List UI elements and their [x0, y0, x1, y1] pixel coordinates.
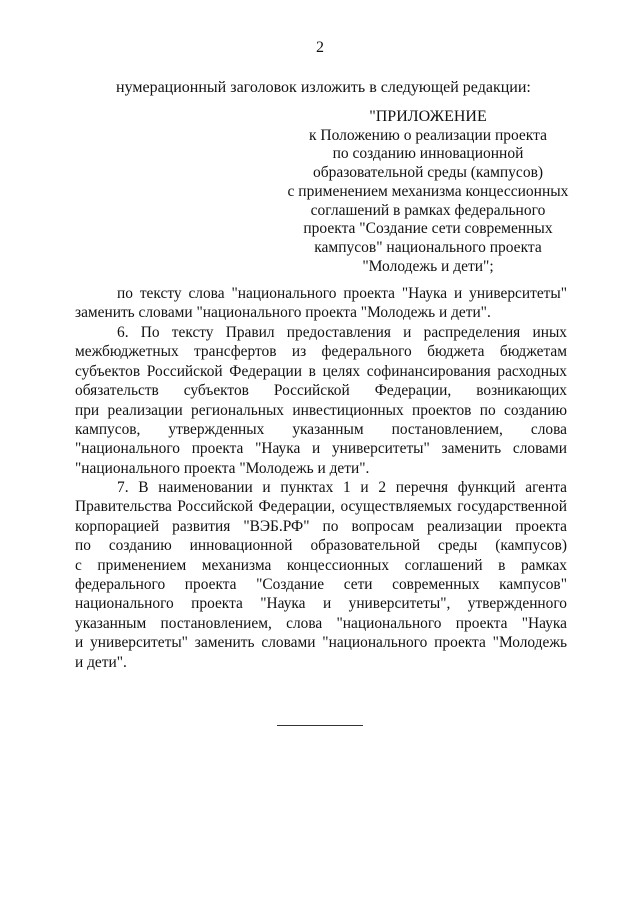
paragraph-line: национального проекта "Наука и университеты", утвержденного [75, 595, 567, 613]
appendix-line: образовательной среды (кампусов) [312, 164, 544, 182]
paragraph-line: федерального проекта "Создание сети современных кампусов" [75, 575, 567, 593]
appendix-heading-block [270, 108, 586, 276]
paragraph-line: корпорацией развития "ВЭБ.РФ" по вопросам реализации проекта [75, 517, 567, 535]
appendix-line: соглашений в рамках федерального [310, 201, 546, 219]
appendix-title: "ПРИЛОЖЕНИЕ [369, 108, 487, 125]
appendix-line: кампусов" национального проекта [314, 238, 542, 256]
paragraph-line: указанным постановлением, слова "национального проекта "Наука [75, 614, 567, 632]
paragraph-line: 6. По тексту Правил предоставления и распределения иных [117, 324, 567, 341]
paragraph-line: субъектов Российской Федерации в целях софинансирования расходных [75, 362, 567, 380]
paragraph-line: и университеты" заменить словами "национального проекта "Молодежь [75, 634, 567, 652]
paragraph-line: "национального проекта "Молодежь и дети". [75, 459, 370, 477]
intro-line: нумерационный заголовок изложить в следующей редакции: [116, 79, 531, 96]
paragraph-line: и дети". [75, 653, 127, 671]
appendix-line: проекта "Создание сети современных [303, 220, 553, 238]
paragraph-line: по созданию инновационной образовательной среды (кампусов) [75, 537, 567, 555]
appendix-line: к Положению о реализации проекта [309, 126, 547, 144]
paragraph-line: по тексту слова "национального проекта "Наука и университеты" [117, 285, 567, 302]
paragraph-line: кампусов, утвержденных указанным постановлением, слова [75, 420, 567, 438]
paragraph-line: Правительства Российской Федерации, осуществляемых государственной [75, 498, 567, 516]
appendix-line: по созданию инновационной [332, 145, 524, 163]
end-of-document-rule [277, 725, 363, 726]
paragraph-line: с применением механизма концессионных соглашений в рамках [75, 556, 567, 574]
paragraph-text-replacement [75, 284, 567, 323]
page-number: 2 [316, 39, 324, 56]
appendix-line: с применением механизма концессионных [287, 182, 569, 200]
paragraph-line: при реализации региональных инвестиционных проектов по созданию [75, 401, 567, 419]
appendix-line: "Молодежь и дети"; [362, 257, 494, 275]
paragraph-line: межбюджетных трансфертов из федерального бюджета бюджетам [75, 343, 567, 361]
paragraph-line: обязательств субъектов Российской Федерации, возникающих [75, 382, 567, 400]
paragraph-line: 7. В наименовании и пунктах 1 и 2 перечня функций агента [117, 479, 567, 496]
paragraph-7 [75, 478, 567, 672]
paragraph-line: заменить словами "национального проекта "Молодежь и дети". [75, 304, 491, 322]
paragraph-6 [75, 323, 567, 478]
paragraph-line: "национального проекта "Наука и университеты" заменить словами [75, 440, 567, 458]
